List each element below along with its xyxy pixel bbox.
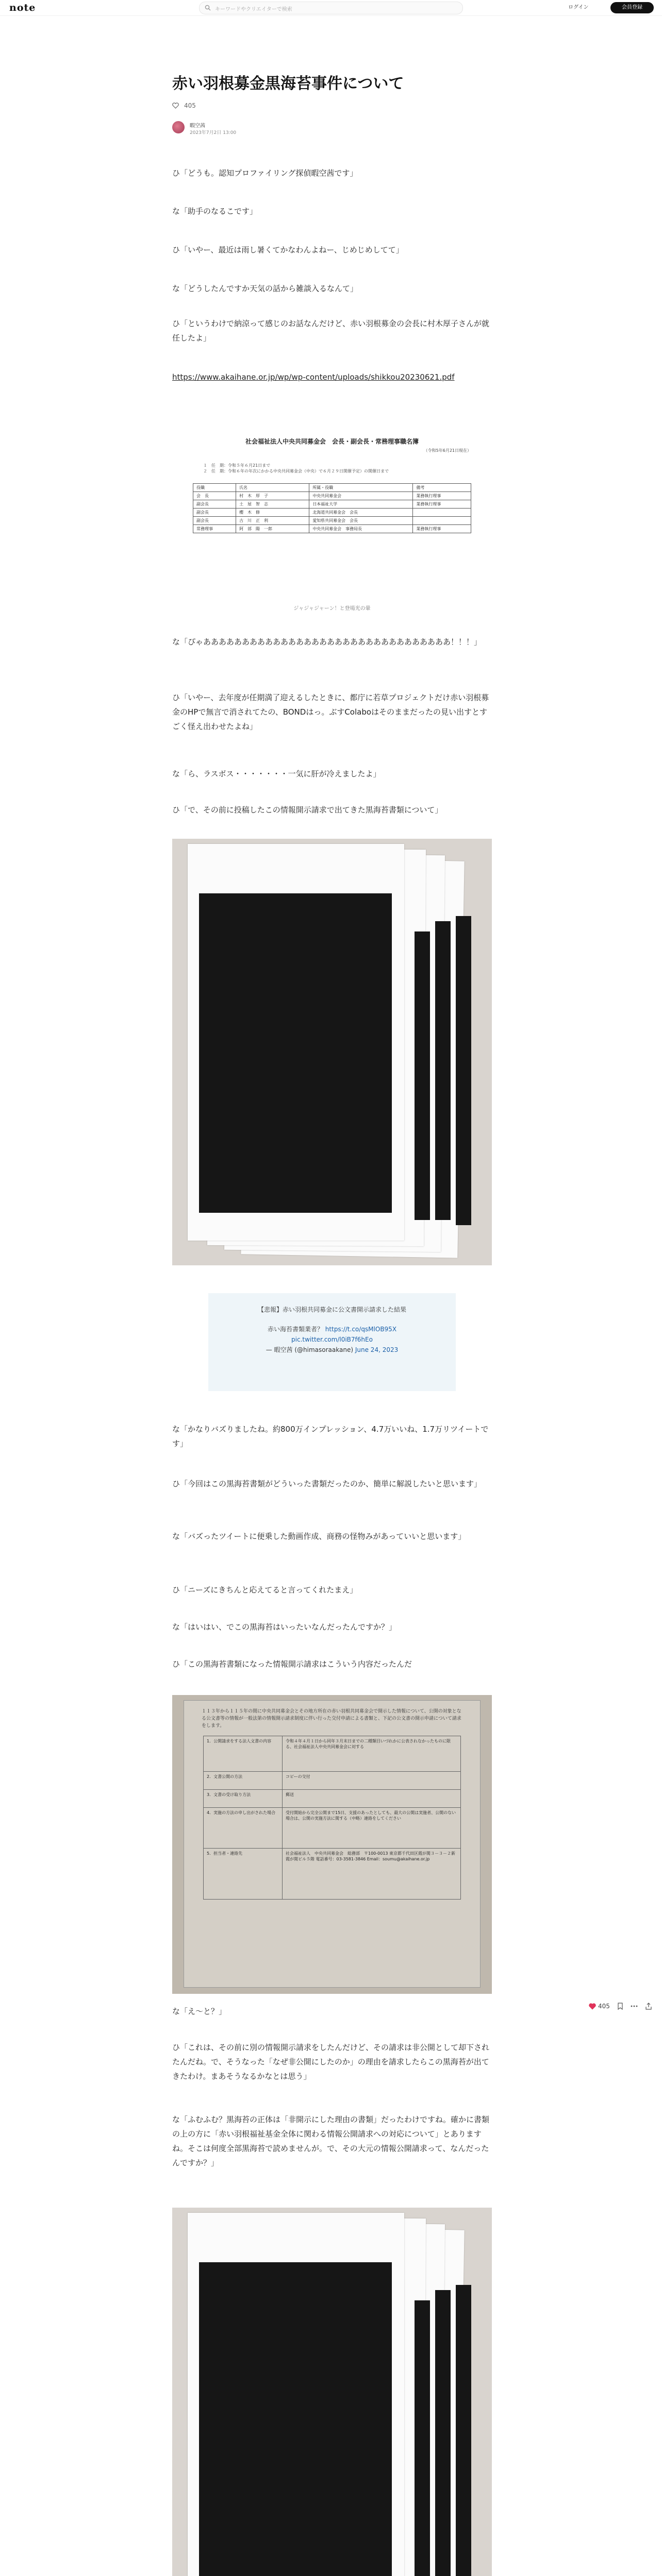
paragraph	[172, 370, 492, 384]
doc-cell: 副会長	[193, 517, 236, 525]
doc-cell: 愛知県共同募金会 会長	[309, 517, 413, 525]
search-icon	[205, 5, 211, 11]
note-logo[interactable]: note	[9, 2, 36, 13]
top-header	[0, 0, 662, 16]
doc-table	[193, 483, 471, 533]
form-value: 受付開始から完全公開まで15日、支援のあったとしても、最大の公開は実施者、公開のない場合は、公開の実施方法に関する（中略）連絡をしてください	[283, 1808, 461, 1849]
doc-table-row	[193, 500, 471, 509]
paragraph: な「え～と？」	[172, 2007, 227, 2016]
request-form-photo	[172, 1695, 492, 1994]
doc-cell: 村 木 厚 子	[236, 492, 309, 500]
redaction-block	[199, 2262, 392, 2576]
doc-th: 氏名	[236, 484, 309, 492]
form-value: 社会福祉法人 中央共同募金会 総務部 〒100-0013 東京都千代田区霞が関３－３－２新霞が関ビル５階 電話番号：03-3581-3846 Email：soumu@akaihane.or.jp	[283, 1849, 461, 1900]
paragraph: ひ「で、その前に投稿したこの情報開示請求で出てきた黒海苔書類について」	[172, 805, 443, 815]
author-avatar[interactable]	[172, 121, 185, 133]
doc-table-row	[193, 517, 471, 525]
doc-cell: 中央共同募金会 事務局長	[309, 525, 413, 533]
paragraph: ひ「この黒海苔書類になった情報開示請求はこういう内容だったんだ	[172, 1659, 412, 1669]
form-row	[204, 1790, 461, 1808]
form-value: 郵送	[283, 1790, 461, 1808]
bookmark-icon[interactable]	[617, 2003, 623, 2010]
doc-cell: 副会長	[193, 500, 236, 509]
doc-cell: 阿 部 陽 一郎	[236, 525, 309, 533]
form-table	[203, 1736, 461, 1900]
doc-cell: 中央共同募金会	[309, 492, 413, 500]
like-count: 405	[598, 2003, 610, 2010]
paragraph: ひ「というわけで納涼って感じのお話なんだけど、赤い羽根募金の会長に村木厚子さんが就任したよ」	[172, 319, 490, 343]
form-row	[204, 1772, 461, 1790]
paragraph: ひ「ニーズにきちんと応えてると言ってくれたまえ」	[172, 1585, 358, 1595]
tweet-author: — 暇空茜 (@himasoraakane)	[266, 1346, 354, 1353]
redaction-block	[435, 2290, 451, 2576]
paragraph: ひ「これは、その前に別の情報開示請求をしたんだけど、その請求は非公開として却下されたんだね。で、そうなった「なぜ非公開にしたのか」の理由を請求したらこの黒海苔が出てきたわけ。まあそうなるかなとは思う」	[172, 2043, 490, 2081]
redaction-block	[435, 921, 451, 1220]
embedded-document-image	[172, 433, 492, 587]
form-row	[204, 1849, 461, 1900]
like-count-top	[172, 102, 196, 109]
search-box[interactable]	[199, 2, 463, 14]
paper-sheet	[188, 844, 404, 1241]
form-value: コピーの交付	[283, 1772, 461, 1790]
paragraph: な「ぴゃああああああああああああああああああああああああああああああああ！！！」	[172, 637, 482, 647]
doc-cell: 櫻 木 修	[236, 509, 309, 517]
doc-cell	[413, 509, 471, 517]
doc-cell: 常務理事	[193, 525, 236, 533]
paper-sheet	[188, 2213, 404, 2576]
blacked-document-photo	[172, 2208, 492, 2576]
form-label: 1．公開請求をする法人文書の内容	[204, 1736, 283, 1772]
doc-table-row	[193, 492, 471, 500]
form-row	[204, 1808, 461, 1849]
request-form	[184, 1700, 481, 1988]
signup-button[interactable]: 会員登録	[610, 2, 654, 13]
doc-cell: 業務執行理事	[413, 492, 471, 500]
tweet-text: 【悲報】赤い羽根共同募金に公文書開示請求した結果	[257, 1306, 406, 1313]
redaction-block	[456, 2285, 471, 2576]
doc-cell: 会 長	[193, 492, 236, 500]
doc-table-row	[193, 509, 471, 517]
search-placeholder: キーワードやクリエイターで検索	[215, 7, 292, 12]
like-action[interactable]	[589, 2003, 610, 2010]
pdf-link[interactable]: https://www.akaihane.or.jp/wp/wp-content/uploads/shikkou20230621.pdf	[172, 372, 455, 382]
redaction-block	[415, 931, 430, 1220]
redaction-block	[199, 893, 392, 1213]
doc-cell: 北海道共同募金会 会長	[309, 509, 413, 517]
paragraph: な「バズったツイートに便乗した動画作成、商務の怪物みがあっていいと思います」	[172, 1532, 466, 1541]
share-icon[interactable]	[645, 2003, 652, 2010]
doc-cell: 土 屋 智 志	[236, 500, 309, 509]
doc-title: 社会福祉法人中央共同募金会 会長・副会長・常務理事職名簿	[245, 438, 419, 445]
tweet-text-line	[208, 1324, 456, 1334]
doc-table-header	[193, 484, 471, 492]
doc-cell: 古 川 正 利	[236, 517, 309, 525]
doc-cell: 日本福祉大学	[309, 500, 413, 509]
doc-meta: １ 任 期：令和５年６月21日まで	[203, 463, 271, 468]
tweet-link[interactable]: https://t.co/qsMlOB95X	[325, 1326, 397, 1333]
author-name[interactable]: 暇空茜	[190, 123, 205, 129]
doc-table-row	[193, 525, 471, 533]
tweet-footer	[208, 1345, 456, 1355]
heart-icon	[589, 2003, 596, 2010]
form-label: 4．実施の方法の申し出がされた場合	[204, 1808, 283, 1849]
doc-th: 備考	[413, 484, 471, 492]
form-label: 2．文書公開の方法	[204, 1772, 283, 1790]
like-count: 405	[184, 102, 196, 109]
redaction-block	[415, 2300, 430, 2576]
doc-cell: 業務執行理事	[413, 500, 471, 509]
form-intro: １１３年から１１５年の間に中央共同募金会とその地方所在の赤い羽根共同募金会で開示した情報について、公開の対象となる公文書等の情報が一般法第の情報開示請求制度に伴い行った交付申請による書類と、下記の公文書の開示申請について請求をします。	[202, 1709, 461, 1728]
doc-cell: 業務執行理事	[413, 525, 471, 533]
form-row	[204, 1736, 461, 1772]
paragraph: な「はいはい、でこの黒海苔はいったいなんだったんですか？」	[172, 1622, 397, 1632]
form-value: 令和４年４月１日から同年３月末日までの二種類目いづれかに公表されなかったものに限る、社会福祉法人中央共同募金会に対する	[283, 1736, 461, 1772]
tweet-date[interactable]: June 24, 2023	[355, 1346, 399, 1353]
paragraph: ひ「どうも。認知プロファイリング探偵暇空茜です」	[172, 168, 358, 178]
doc-cell: 副会長	[193, 509, 236, 517]
paragraph: ひ「今回はこの黒海苔書類がどういった書類だったのか、簡単に解説したいと思います」	[172, 1479, 482, 1488]
login-button[interactable]: ログイン	[568, 5, 589, 10]
image-caption: ジャジャジャーン！と登場光の暈	[293, 606, 371, 612]
doc-cell	[413, 517, 471, 525]
redaction-block	[456, 916, 471, 1225]
paragraph: な「ふむふむ？黒海苔の正体は「非開示にした理由の書類」だったわけですね。確かに書類の上の方に「赤い羽根福祉基金全体に関わる情報公開請求への対応について」とありますね。そこは何度全部黒海苔で読めませんが。で、その大元の情報公開請求って、なんだったんですか？」	[172, 2115, 490, 2167]
paragraph: な「ら、ラスボス・・・・・・・一気に肝が冷えましたよ」	[172, 769, 381, 778]
more-icon[interactable]	[631, 2005, 638, 2007]
blacked-document-photo	[172, 839, 492, 1265]
doc-th: 所属・役職	[309, 484, 413, 492]
article-title: 赤い羽根募金黒海苔事件について	[172, 75, 404, 93]
paragraph: な「助手のなるこです」	[172, 207, 258, 216]
doc-th: 役職	[193, 484, 236, 492]
form-label: 5．担当者・連絡先	[204, 1849, 283, 1900]
doc-meta: ２ 任 期：令和６年の年次にかかる中央共同募金会（中央）で６月２９日開催予定）の開催日まで	[203, 469, 389, 473]
paragraph: な「かなりバズりましたね。約800万インプレッション、4.7万いいね、1.7万リツイートです」	[172, 1425, 489, 1448]
paragraph: な「どうしたんですか天気の話から雑談入るなんて」	[172, 284, 358, 293]
form-label: 3．文書の受け取り方法	[204, 1790, 283, 1808]
embedded-tweet[interactable]	[208, 1293, 456, 1391]
floating-actions	[589, 2003, 652, 2010]
publish-date: 2023年7月2日 13:00	[190, 130, 237, 135]
heart-icon[interactable]	[172, 103, 179, 109]
tweet-pic-link[interactable]: pic.twitter.com/l0iB7f6hEo	[291, 1336, 373, 1343]
doc-date-note: （令和5年6月21日現在）	[423, 448, 471, 453]
paragraph: ひ「いやー、去年度が任期満了迎えるしたときに、都庁に若草プロジェクトだけ赤い羽根募金のHPで無言で消されてたの、BONDはっ。ぶすColaboはそのままだったの見い出すとすごく怪え出わせたよね」	[172, 693, 489, 731]
tweet-text: 赤い海苔書類業者？	[267, 1326, 323, 1333]
paragraph: ひ「いやー、最近は雨し暑くてかなわんよねー、じめじめしてて」	[172, 245, 404, 255]
